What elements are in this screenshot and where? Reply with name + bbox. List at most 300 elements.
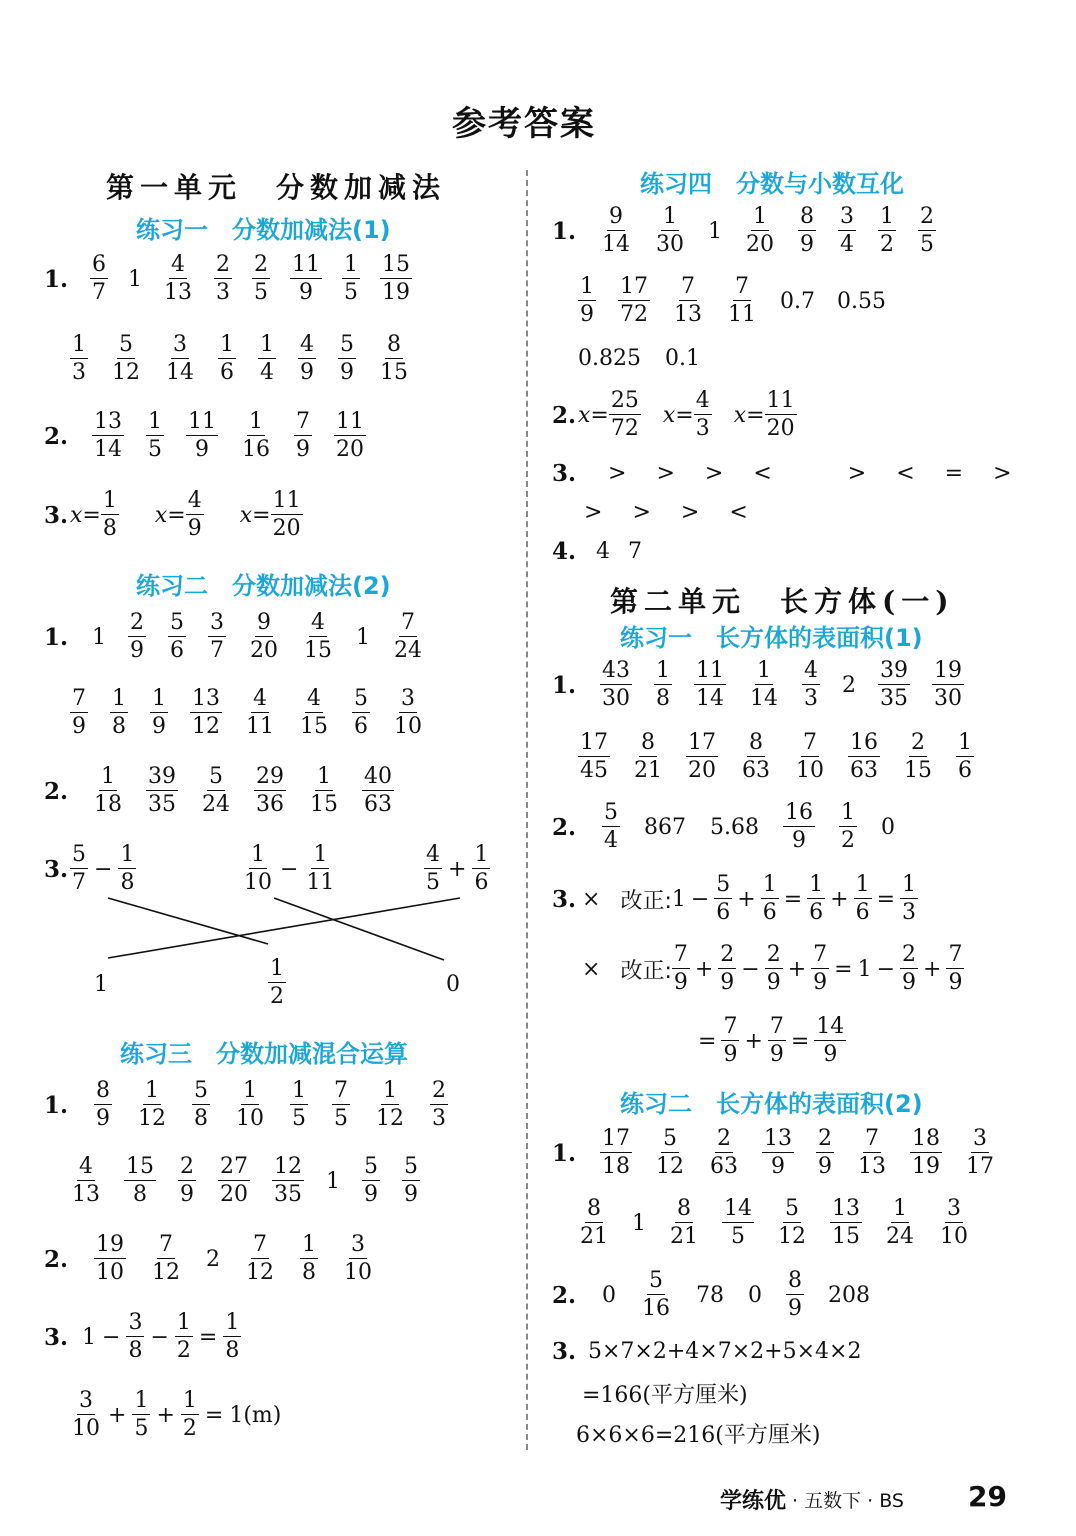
denominator: 72	[620, 302, 648, 327]
fraction	[830, 1198, 862, 1248]
answer-token: 1	[94, 972, 108, 997]
denominator: 36	[256, 792, 284, 817]
numerator: 1	[474, 842, 489, 867]
denominator: 20	[766, 416, 795, 441]
numerator: 1	[120, 842, 135, 867]
denominator: 10	[96, 1260, 124, 1285]
fraction	[902, 732, 934, 782]
match-target	[446, 972, 460, 997]
denominator: 9	[96, 1106, 110, 1131]
question-number: 3.	[44, 1323, 69, 1351]
numerator: 5	[604, 800, 618, 825]
answer-row	[552, 1128, 996, 1178]
denominator: 5	[426, 870, 440, 895]
numerator: 1	[270, 956, 284, 981]
page-number: 29	[968, 1480, 1007, 1513]
denominator: 24	[886, 1224, 914, 1249]
variable: x	[239, 502, 253, 528]
numerator: 8	[677, 1196, 691, 1221]
answer-value: 1	[326, 1168, 340, 1194]
answer-token: 1	[632, 1210, 646, 1236]
answer-token: <	[729, 500, 748, 525]
denominator: 9	[195, 437, 209, 462]
fraction	[748, 660, 780, 710]
fraction	[884, 1198, 916, 1248]
numerator: 4	[695, 388, 710, 413]
numerator: 1	[757, 658, 771, 683]
fraction	[668, 1198, 700, 1248]
fraction	[300, 1234, 318, 1284]
fraction	[192, 1080, 210, 1130]
fraction	[854, 874, 872, 924]
numerator: 5	[354, 686, 368, 711]
question-number: 2.	[44, 777, 69, 805]
answer-value: 1	[128, 266, 142, 292]
answer-row	[70, 1390, 281, 1440]
fraction	[618, 276, 650, 326]
denominator: 8	[120, 870, 135, 895]
numerator: 7	[296, 409, 310, 434]
fraction	[632, 732, 664, 782]
answer-token: 2.	[552, 1281, 577, 1309]
fraction	[794, 732, 826, 782]
denominator: 9	[187, 516, 202, 541]
answer-token: x	[578, 402, 591, 428]
denominator: 9	[404, 1182, 418, 1207]
denominator: 15	[310, 792, 338, 817]
answer-token: −	[690, 886, 710, 912]
denominator: 20	[250, 638, 278, 663]
numerator: 13	[832, 1196, 860, 1221]
fraction	[178, 1156, 196, 1206]
numerator: 1	[880, 204, 894, 229]
answer-row	[44, 1312, 241, 1362]
answer-row	[552, 1270, 870, 1320]
denominator: 11	[246, 714, 274, 739]
denominator: 3	[432, 1106, 446, 1131]
denominator: 9	[788, 1296, 802, 1321]
denominator: 9	[300, 360, 314, 385]
answer-token: =	[876, 886, 896, 912]
answer-token: 1	[229, 1402, 244, 1428]
denominator: 12	[192, 714, 220, 739]
denominator: 9	[791, 828, 806, 853]
numerator: 1	[134, 1388, 149, 1413]
numerator: 2	[818, 1126, 832, 1151]
denominator: 18	[94, 792, 122, 817]
numerator: 5	[194, 1078, 208, 1103]
numerator: 11	[336, 409, 364, 434]
numerator: 7	[865, 1126, 879, 1151]
denominator: 20	[688, 758, 716, 783]
fraction	[332, 1080, 350, 1130]
numerator: 4	[311, 610, 325, 635]
fraction	[578, 276, 596, 326]
denominator: 20	[220, 1182, 248, 1207]
fraction	[402, 1156, 420, 1206]
fraction	[223, 1312, 241, 1362]
numerator: 1	[958, 730, 972, 755]
denominator: 35	[148, 792, 176, 817]
numerator: 5	[649, 1268, 663, 1293]
answer-token: <	[753, 461, 772, 486]
numerator: 2	[216, 252, 230, 277]
fraction	[744, 206, 776, 256]
answer-row	[582, 1378, 748, 1409]
numerator: 5	[785, 1196, 799, 1221]
answer-row	[584, 500, 748, 525]
fraction	[878, 206, 896, 256]
denominator: 19	[912, 1154, 940, 1179]
denominator: 4	[604, 828, 618, 853]
numerator: 9	[609, 204, 623, 229]
answer-token: 2.	[552, 813, 577, 841]
numerator: 40	[364, 764, 392, 789]
denominator: 9	[800, 232, 814, 257]
numerator: 7	[813, 942, 828, 967]
numerator: 3	[947, 1196, 961, 1221]
answer-token: ×	[582, 886, 601, 912]
denominator: 6	[474, 870, 489, 895]
denominator: 2	[270, 984, 284, 1009]
fraction	[718, 944, 736, 994]
numerator: 7	[735, 274, 749, 299]
numerator: 5	[663, 1126, 677, 1151]
numerator: 5	[170, 610, 184, 635]
operator: =	[82, 502, 101, 528]
denominator: 12	[112, 360, 140, 385]
numerator: 9	[257, 610, 271, 635]
denominator: 30	[656, 232, 684, 257]
numerator: 4	[307, 686, 321, 711]
answer-token: −	[876, 956, 896, 982]
denominator: 8	[102, 516, 117, 541]
answer-token: +	[694, 956, 714, 982]
denominator: 16	[642, 1296, 670, 1321]
numerator: 7	[803, 730, 817, 755]
denominator: 45	[580, 758, 608, 783]
answer-row	[578, 1198, 970, 1248]
denominator: 9	[296, 437, 310, 462]
answer-token: 6×6×6=216(平方厘米)	[576, 1423, 821, 1448]
numerator: 1	[893, 1196, 907, 1221]
numerator: 7	[769, 1014, 784, 1039]
numerator: 1	[220, 332, 234, 357]
numerator: 2	[766, 942, 781, 967]
denominator: 15	[904, 758, 932, 783]
denominator: 3	[695, 416, 710, 441]
answer-token: =166(平方厘米)	[582, 1383, 748, 1408]
fraction	[786, 1270, 804, 1320]
fraction	[811, 944, 829, 994]
numerator: 2	[717, 1126, 731, 1151]
numerator: 11	[292, 252, 320, 277]
answer-token: =	[790, 1028, 810, 1054]
answer-row	[552, 660, 964, 710]
answer-token: 0.1	[664, 346, 700, 371]
fraction	[672, 944, 690, 994]
fraction	[126, 1312, 144, 1362]
denominator: 9	[72, 714, 86, 739]
answer-token: =	[204, 1402, 224, 1428]
numerator: 4	[79, 1154, 93, 1179]
question-number: 1.	[44, 265, 69, 293]
answer-token: 2.	[552, 401, 577, 429]
numerator: 17	[602, 1126, 630, 1151]
denominator: 10	[72, 1416, 100, 1441]
fraction	[900, 874, 918, 924]
denominator: 12	[138, 1106, 166, 1131]
answer-token: 5.68	[710, 814, 759, 840]
denominator: 9	[723, 1042, 738, 1067]
fraction	[578, 732, 610, 782]
fraction	[765, 390, 797, 440]
denominator: 21	[580, 1224, 608, 1249]
denominator: 5	[344, 280, 358, 305]
numerator: 1	[72, 332, 86, 357]
numerator: 39	[148, 764, 176, 789]
denominator: 3	[902, 900, 917, 925]
numerator: 5	[364, 1154, 378, 1179]
numerator: 1	[317, 764, 331, 789]
numerator: 3	[173, 332, 187, 357]
numerator: 6	[92, 252, 106, 277]
fraction	[956, 732, 974, 782]
denominator: 9	[580, 302, 594, 327]
answer-token: =	[834, 956, 853, 982]
denominator: 6	[354, 714, 368, 739]
answer-token: 1	[82, 1324, 96, 1350]
denominator: 5	[920, 232, 934, 257]
denominator: 2	[880, 232, 894, 257]
denominator: 8	[656, 686, 670, 711]
answer-token: >	[632, 500, 651, 525]
numerator: 19	[96, 1232, 124, 1257]
denominator: 63	[710, 1154, 738, 1179]
answer-token: x	[733, 402, 747, 428]
numerator: 4	[253, 686, 267, 711]
fraction	[374, 1080, 406, 1130]
numerator: 4	[804, 658, 818, 683]
numerator: 2	[130, 610, 144, 635]
denominator: 9	[818, 1154, 832, 1179]
denominator: 7	[72, 870, 86, 895]
fraction	[272, 1156, 304, 1206]
fraction	[132, 1390, 150, 1440]
denominator: 6	[170, 638, 184, 663]
denominator: 11	[728, 302, 756, 327]
unit-title: 第二单元 长方体(一)	[610, 585, 955, 618]
numerator: 2	[720, 942, 735, 967]
fraction	[839, 802, 857, 852]
answer-row	[70, 1156, 420, 1206]
denominator: 9	[813, 970, 828, 995]
answer-row	[576, 1418, 820, 1449]
denominator: 9	[180, 1182, 194, 1207]
fraction	[918, 206, 936, 256]
answer-token: =	[746, 402, 765, 428]
numerator: 8	[587, 1196, 601, 1221]
denominator: 10	[344, 1260, 372, 1285]
numerator: 25	[610, 388, 639, 413]
denominator: 6	[809, 900, 824, 925]
numerator: 7	[72, 686, 86, 711]
numerator: 5	[340, 332, 354, 357]
answer-token: 3.	[552, 1338, 577, 1365]
answer-row	[552, 390, 797, 440]
fraction	[244, 1234, 276, 1284]
fraction	[218, 1156, 250, 1206]
answer-row	[698, 1016, 846, 1066]
answer-token: >	[608, 461, 627, 486]
denominator: 14	[602, 232, 630, 257]
numerator: 11	[766, 388, 795, 413]
denominator: 10	[394, 714, 422, 739]
fraction	[900, 944, 918, 994]
answer-token: >	[656, 461, 675, 486]
answer-token: −	[150, 1324, 169, 1350]
denominator: 9	[130, 638, 144, 663]
footer-subtitle: · 五数下 · BS	[792, 1490, 904, 1512]
denominator: 5	[148, 437, 162, 462]
denominator: 19	[382, 280, 410, 305]
denominator: 21	[634, 758, 662, 783]
numerator: 17	[580, 730, 608, 755]
denominator: 12	[778, 1224, 806, 1249]
numerator: 4	[300, 332, 314, 357]
answer-token: 867	[644, 814, 686, 840]
numerator: 1	[840, 800, 855, 825]
numerator: 1	[260, 332, 274, 357]
denominator: 6	[762, 900, 777, 925]
answer-row	[552, 206, 936, 256]
numerator: 16	[850, 730, 878, 755]
fraction	[878, 660, 910, 710]
answer-token: =	[698, 1028, 717, 1054]
denominator: 13	[858, 1154, 886, 1179]
answer-token: +	[744, 1028, 763, 1054]
denominator: 10	[796, 758, 824, 783]
denominator: 11	[306, 870, 335, 895]
answer-token: −	[741, 956, 760, 982]
answer-token: =	[944, 461, 964, 486]
denominator: 10	[940, 1224, 968, 1249]
denominator: 20	[336, 437, 364, 462]
denominator: 63	[850, 758, 878, 783]
numerator: 7	[401, 610, 415, 635]
numerator: 1	[302, 1232, 316, 1257]
answer-token: 0	[446, 972, 460, 997]
answer-token: +	[787, 956, 807, 982]
numerator: 1	[249, 409, 263, 434]
fraction	[838, 206, 856, 256]
denominator: 8	[302, 1260, 316, 1285]
denominator: 9	[299, 280, 313, 305]
fraction	[430, 1080, 448, 1130]
numerator: 1	[902, 872, 917, 897]
denominator: 18	[602, 1154, 630, 1179]
denominator: 7	[92, 280, 106, 305]
match-target	[94, 972, 108, 997]
answer-row	[578, 346, 700, 371]
denominator: 12	[152, 1260, 180, 1285]
denominator: 8	[225, 1338, 240, 1363]
numerator: 5	[72, 842, 86, 867]
numerator: 2	[180, 1154, 194, 1179]
denominator: 9	[340, 360, 354, 385]
numerator: 1	[809, 872, 824, 897]
fraction	[726, 276, 758, 326]
numerator: 27	[220, 1154, 248, 1179]
denominator: 16	[242, 437, 270, 462]
denominator: 15	[300, 714, 328, 739]
answer-token: =	[198, 1324, 218, 1350]
numerator: 11	[188, 409, 216, 434]
section-title: 练习二 长方体的表面积(2)	[620, 1090, 923, 1118]
section-title: 练习一 分数加减法(1)	[136, 216, 391, 244]
fraction	[964, 1128, 996, 1178]
fraction	[761, 874, 779, 924]
answer-token: 5×7×2+4×7×2+5×4×2	[588, 1339, 862, 1364]
answer-token: 0	[602, 1282, 616, 1308]
denominator: 10	[244, 870, 272, 895]
fraction	[798, 206, 816, 256]
numerator: 3	[973, 1126, 987, 1151]
denominator: 3	[72, 360, 86, 385]
denominator: 4	[260, 360, 274, 385]
denominator: 17	[966, 1154, 994, 1179]
answer-row	[582, 944, 964, 994]
section-title: 练习二 分数加减法(2)	[136, 572, 391, 600]
denominator: 72	[610, 416, 639, 441]
denominator: 30	[602, 686, 630, 711]
fraction	[136, 1080, 168, 1130]
numerator: 1	[145, 1078, 159, 1103]
numerator: 15	[126, 1154, 154, 1179]
answer-token: 0.55	[837, 288, 886, 314]
answer-token: 0	[748, 1282, 762, 1308]
denominator: 20	[746, 232, 774, 257]
numerator: 1	[580, 274, 594, 299]
fraction	[342, 1234, 374, 1284]
numerator: 4	[187, 488, 202, 513]
fraction	[694, 660, 726, 710]
numerator: 14	[816, 1014, 845, 1039]
denominator: 5	[292, 1106, 306, 1131]
numerator: 1	[313, 842, 328, 867]
fraction	[848, 732, 880, 782]
section-title: 练习一 长方体的表面积(1)	[620, 624, 923, 652]
numerator: 1	[753, 204, 767, 229]
denominator: 63	[364, 792, 392, 817]
denominator: 14	[166, 360, 194, 385]
numerator: 1	[101, 764, 115, 789]
denominator: 9	[902, 970, 917, 995]
denominator: 9	[823, 1042, 838, 1067]
fraction	[802, 660, 820, 710]
denominator: 6	[855, 900, 870, 925]
answer-token: 208	[828, 1282, 870, 1308]
answer-token: 1.	[552, 671, 577, 699]
fraction	[776, 1198, 808, 1248]
denominator: 15	[832, 1224, 860, 1249]
answer-row	[578, 276, 886, 326]
denominator: 12	[656, 1154, 684, 1179]
numerator: 1	[152, 686, 166, 711]
answer-token: 3.	[552, 460, 577, 487]
fraction	[268, 958, 286, 1008]
match-target	[268, 958, 286, 1008]
